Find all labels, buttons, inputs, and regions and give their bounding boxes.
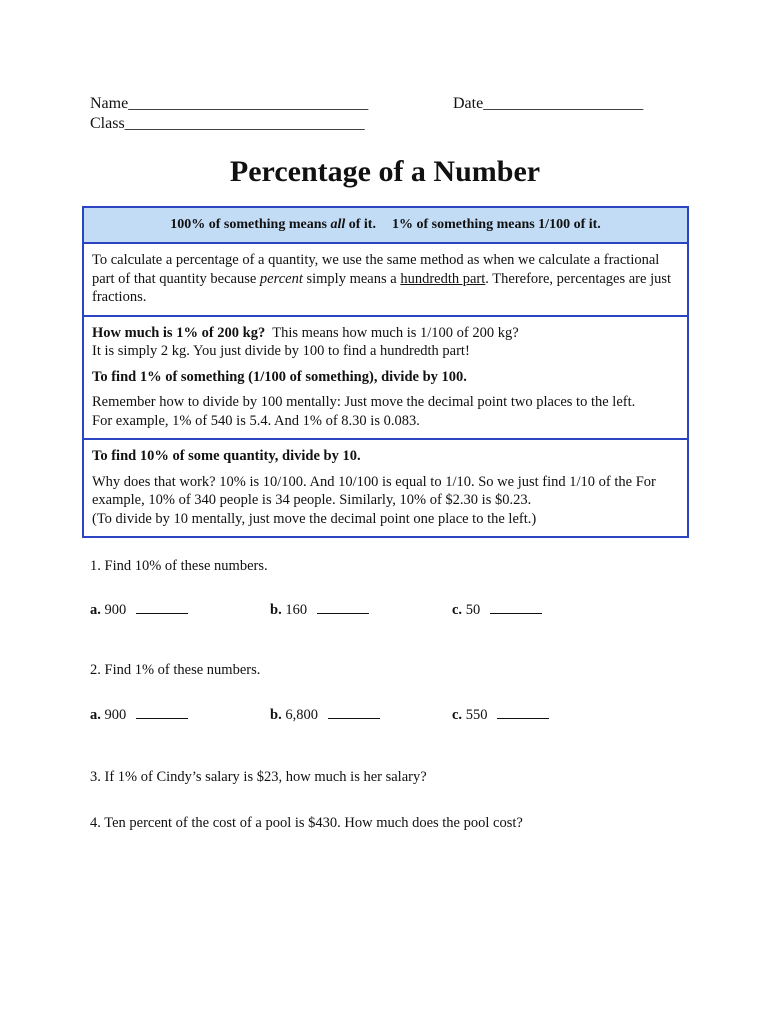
q2-item-b-label: b.	[270, 707, 282, 723]
info-box	[82, 206, 689, 538]
one-percent-rule	[92, 368, 679, 387]
one-percent-answer: It is simply 2 kg. You just divide by 100 to find a hundredth part!	[92, 343, 470, 359]
ten-percent-section	[84, 438, 687, 536]
intro-text-2: simply means a	[302, 270, 401, 287]
question-2-prompt: 2. Find 1% of these numbers.	[90, 662, 261, 678]
q1-item-a-label: a.	[90, 602, 101, 618]
q2-item-b-answer-blank[interactable]	[328, 705, 380, 719]
q2-item-b	[270, 705, 380, 725]
one-percent-rule-text: To find 1% of something (1/100 of something), divide by 100.	[92, 368, 467, 385]
intro-emphasis: percent	[259, 270, 303, 287]
header-rule-one-percent: 1% of something means 1/100 of it.	[391, 217, 601, 232]
q1-item-a-value: 900	[104, 602, 127, 618]
date-blank[interactable]: ____________________	[483, 95, 644, 112]
date-field[interactable]	[453, 94, 643, 114]
one-percent-section	[84, 315, 687, 439]
q1-item-b-label: b.	[270, 602, 282, 618]
q1-item-c-answer-blank[interactable]	[490, 600, 542, 614]
q2-item-a-value: 900	[104, 707, 127, 723]
ten-percent-explain-2: (To divide by 10 mentally, just move the decimal point one place to the left.)	[92, 510, 537, 527]
q2-item-c-label: c.	[452, 707, 463, 723]
one-percent-question-rest: This means how much is 1/100 of 200 kg?	[272, 324, 519, 341]
page-title: Percentage of a Number	[229, 155, 541, 188]
class-label: Class	[90, 115, 125, 132]
intro-underline: hundredth part	[400, 270, 486, 287]
intro-section	[84, 244, 687, 315]
q1-item-b-answer-blank[interactable]	[317, 600, 369, 614]
name-blank[interactable]: ______________________________	[128, 95, 369, 112]
q2-item-a-label: a.	[90, 707, 101, 723]
name-field[interactable]	[90, 94, 368, 114]
one-percent-question	[92, 324, 679, 343]
one-percent-explain-1: Remember how to divide by 100 mentally: Just move the decimal point two places to the left.	[92, 394, 636, 410]
q1-item-c-label: c.	[452, 602, 463, 618]
ten-percent-rule	[92, 447, 679, 466]
question-3: 3. If 1% of Cindy’s salary is $23, how much is her salary?	[90, 769, 427, 785]
q1-item-a	[90, 600, 188, 620]
header-rule-all-text: 100% of something means	[170, 217, 331, 232]
question-1-prompt: 1. Find 10% of these numbers.	[90, 558, 268, 574]
q2-item-c-value: 550	[465, 707, 488, 723]
date-label: Date	[453, 95, 484, 112]
q2-item-c-answer-blank[interactable]	[497, 705, 549, 719]
ten-percent-explain-1: Why does that work? 10% is 10/100. And 10/100 is equal to 1/10. So we just find 1/10 of the For example, 10% of 340 people is 34 people. Similarly, 10% of $2.30 is $0.23.	[92, 473, 656, 508]
q1-item-c	[452, 600, 542, 620]
header-rule-all-emphasis: all	[330, 217, 346, 232]
q1-item-a-answer-blank[interactable]	[136, 600, 188, 614]
header-rule-all-end: of it.	[345, 217, 376, 232]
ten-percent-rule-text: To find 10% of some quantity, divide by 10.	[92, 448, 361, 464]
class-blank[interactable]: ______________________________	[124, 115, 365, 132]
intro-text	[92, 251, 679, 307]
q2-item-c	[452, 705, 549, 725]
name-label: Name	[90, 95, 129, 112]
q2-item-a-answer-blank[interactable]	[136, 705, 188, 719]
header-rule-all	[170, 217, 376, 232]
intro-text-3: . Therefore, percentages are just fractions.	[92, 270, 672, 305]
question-4: 4. Ten percent of the cost of a pool is $430. How much does the pool cost?	[90, 815, 523, 831]
one-percent-explain-2: For example, 1% of 540 is 5.4. And 1% of 8.30 is 0.083.	[92, 412, 420, 429]
q1-item-c-value: 50	[465, 602, 481, 618]
q2-item-a	[90, 705, 188, 725]
q1-item-b-value: 160	[285, 602, 308, 618]
intro-text-1: To calculate a percentage of a quantity, we use the same method as when we calculate a fractional part of that quantity because	[92, 252, 660, 287]
q1-item-b	[270, 600, 369, 620]
one-percent-question-bold: How much is 1% of 200 kg?	[92, 324, 266, 341]
class-field[interactable]	[90, 114, 365, 134]
info-box-header	[84, 208, 687, 244]
q2-item-b-value: 6,800	[285, 707, 318, 723]
